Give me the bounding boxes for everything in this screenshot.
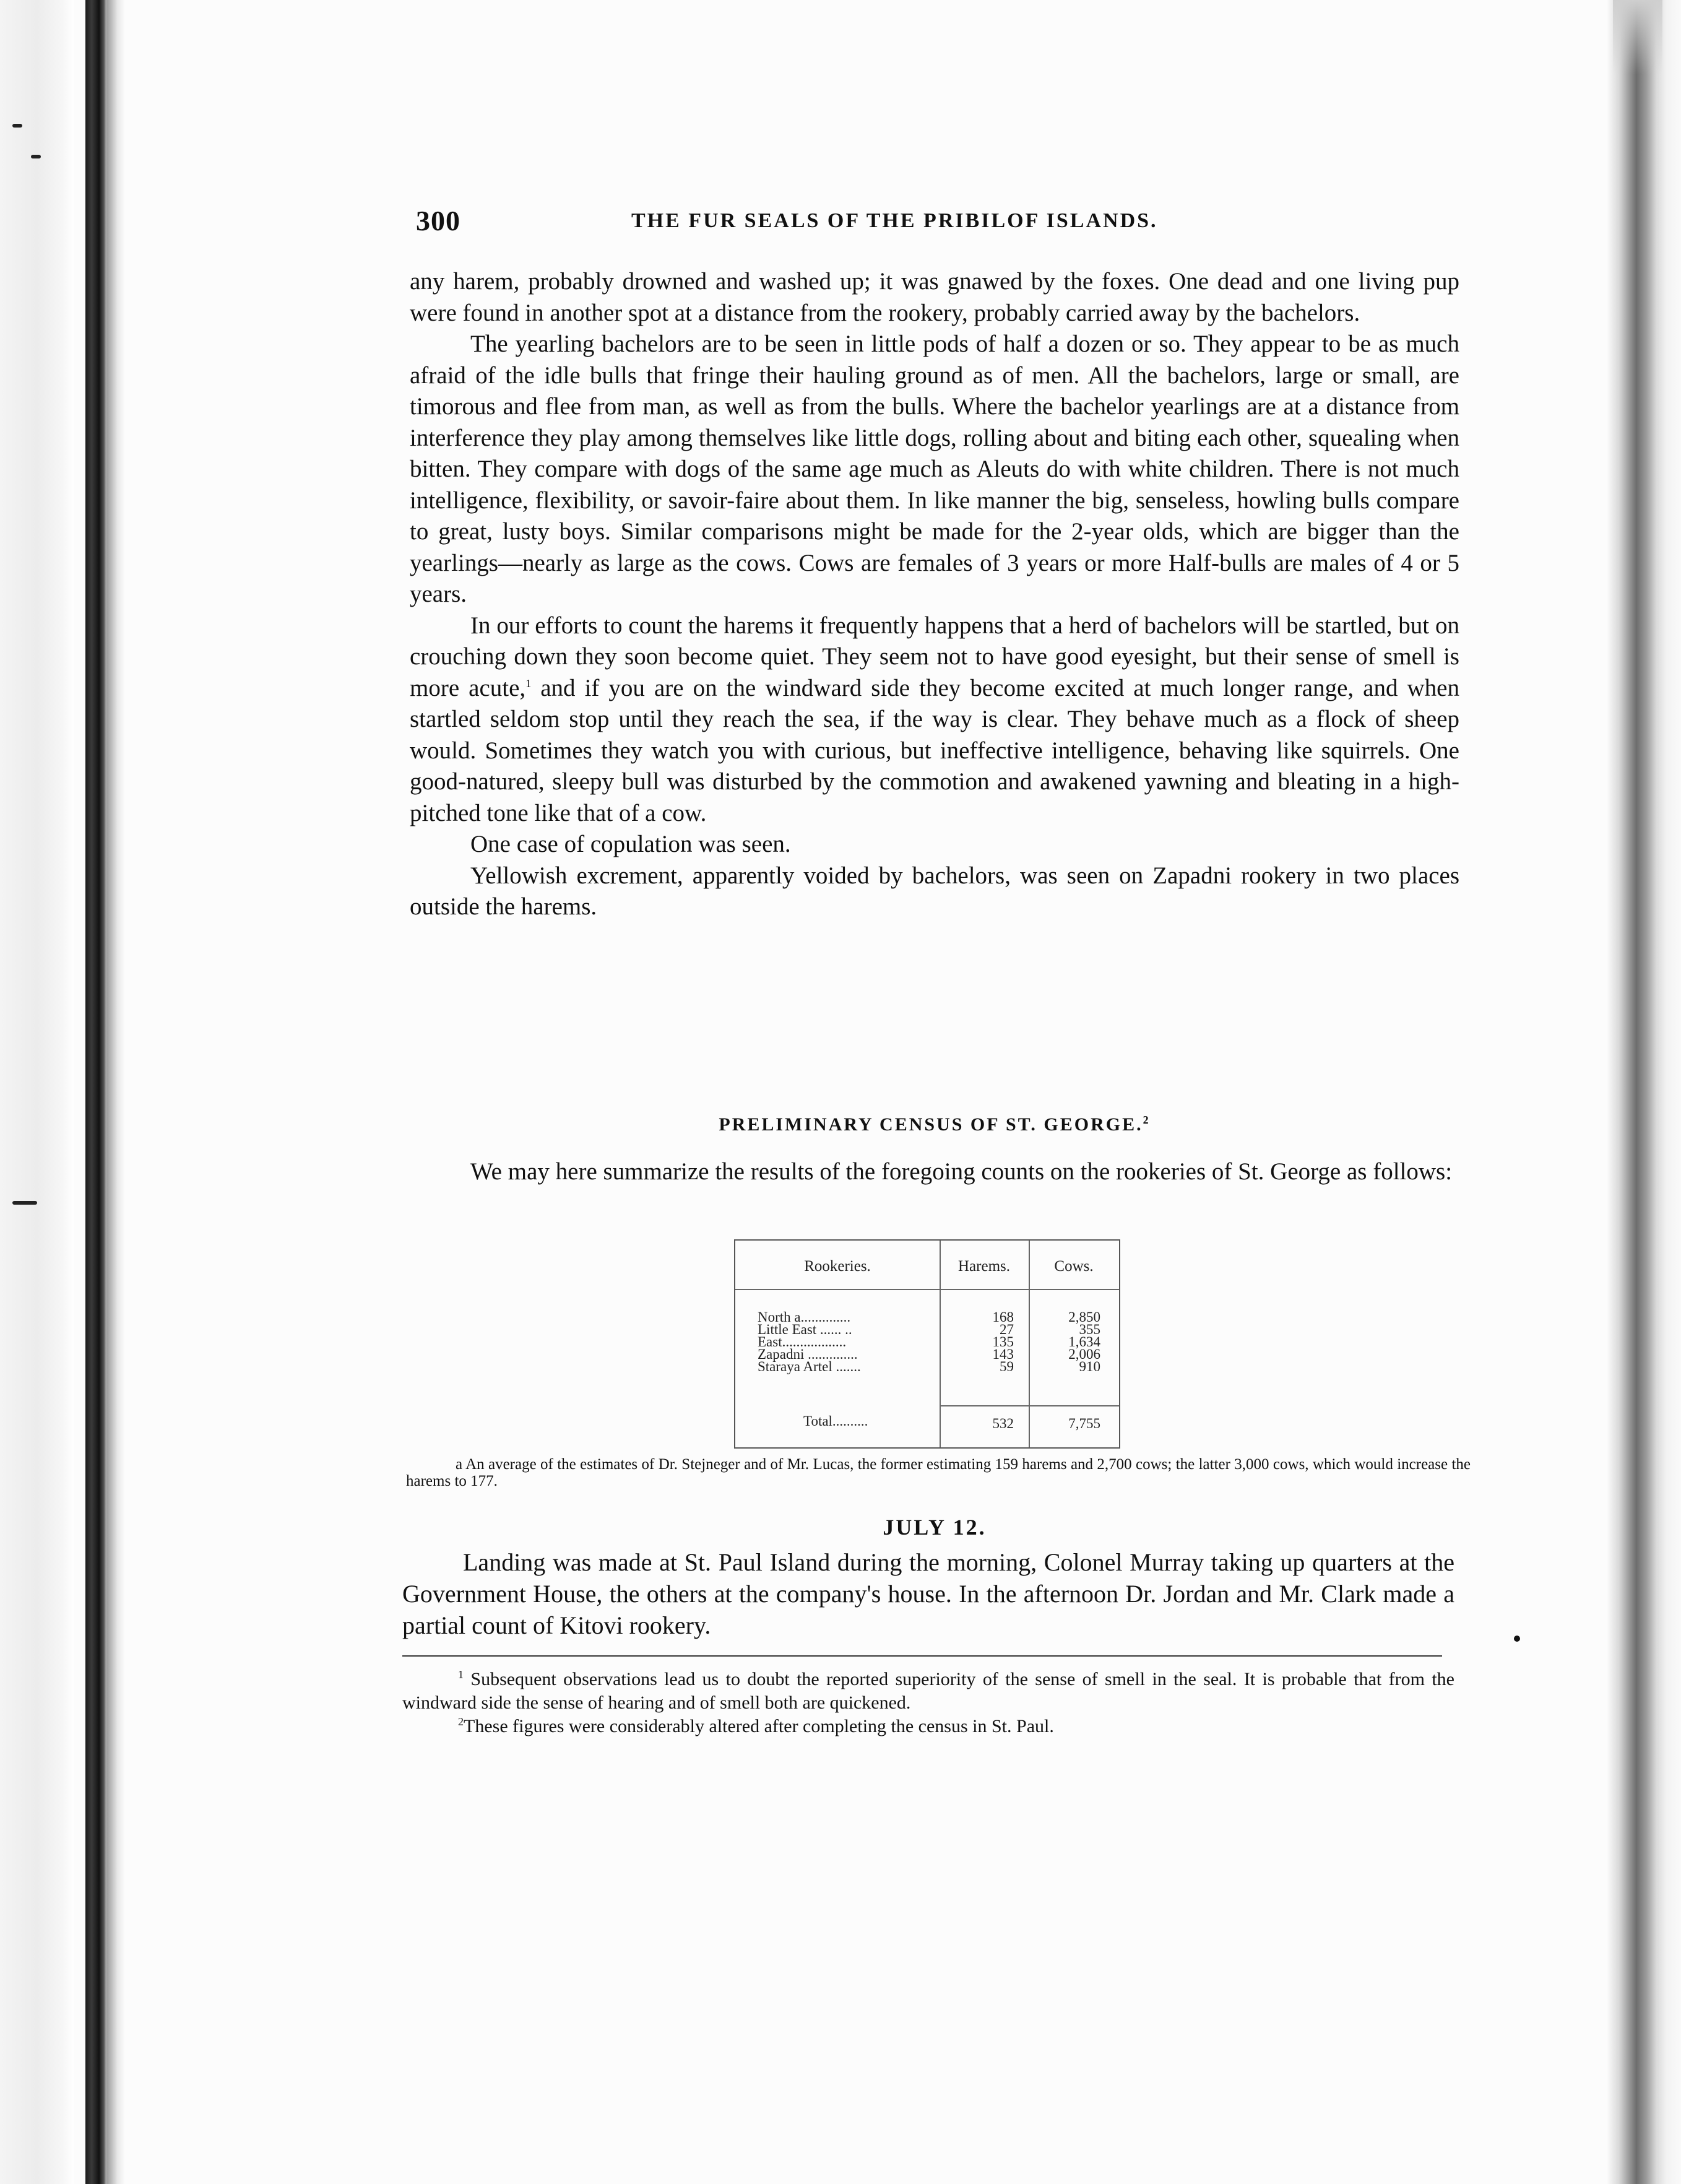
table-cell-harems: 143: [992, 1346, 1014, 1362]
table-total-rule: [940, 1405, 1119, 1406]
footnote-rule: [402, 1655, 1442, 1657]
census-table: [734, 1239, 1120, 1449]
footnotes: [402, 1668, 1454, 1738]
book-spine: [85, 0, 106, 2184]
table-cell-rookery: Little East ...... ..: [758, 1322, 852, 1337]
section-intro: [410, 1156, 1459, 1188]
body-text: [410, 266, 1459, 923]
footnote-reference-2[interactable]: 2: [1143, 1114, 1151, 1126]
paragraph-continued: any harem, probably drowned and washed up; it was gnawed by the foxes. One dead and one living pup were found in another spot at a distance from the rookery, probably carried away by the bachelors.: [410, 268, 1459, 326]
table-header-rookeries: Rookeries.: [804, 1258, 871, 1275]
scan-dot: [1514, 1636, 1520, 1642]
table-cell-harems: 27: [1000, 1322, 1014, 1337]
right-page-edge: [1607, 0, 1681, 2184]
paragraph-excrement: Yellowish excrement, apparently voided by bachelors, was seen on Zapadni rookery in two places outside the harems.: [410, 862, 1459, 920]
landing-section: [402, 1546, 1454, 1641]
paragraph-counting: [410, 610, 1459, 830]
table-cell-cows: 1,634: [1068, 1334, 1100, 1350]
page-number: 300: [416, 205, 460, 236]
section-heading-text: PRELIMINARY CENSUS OF ST. GEORGE.: [719, 1114, 1143, 1135]
paragraph-yearlings: The yearling bachelors are to be seen in little pods of half a dozen or so. They appear to be as much afraid of the idle bulls that fringe their hauling ground as of men. All the bachelors, large or small, are timorous and flee from man, as well as from the bulls. Where the bachelor yearlings are at a distance from interference they play among themselves like little dogs, rolling about and biting each other, squealing when bitten. They compare with dogs of the same age much as Aleuts do with white children. There is not much intelligence, flexibility, or savoir-faire about them. In like manner the big, senseless, howling bulls compare to great, lusty boys. Similar comparisons might be made for the 2-year olds, which are bigger than the yearlings—nearly as large as the cows. Cows are females of 3 years or more Half-bulls are males of 4 or 5 years.: [410, 331, 1459, 607]
section-heading: [410, 1114, 1459, 1135]
table-total-cows: 7,755: [1068, 1416, 1100, 1431]
footnote-2: [402, 1715, 1454, 1738]
date-heading: JULY 12.: [883, 1515, 987, 1540]
table-cell-harems: 135: [992, 1334, 1014, 1350]
footnote-1: [402, 1668, 1454, 1715]
running-title: THE FUR SEALS OF THE PRIBILOF ISLANDS.: [631, 209, 1158, 232]
table-total-harems: 532: [992, 1416, 1014, 1431]
table-header-cows: Cows.: [1054, 1258, 1094, 1275]
paragraph-counting-part2: and if you are on the windward side they become excited at much longer range, and when startled seldom stop until they reach the sea, if the way is clear. They behave much as a flock of sheep would. Sometimes they watch you with curious, but ineffective intelligence, behaving like squirrels. One good-natured, sleepy bull was disturbed by the commotion and awakened yawning and bleating in a high-pitched tone like that of a cow.: [410, 674, 1459, 826]
table-cell-cows: 2,850: [1068, 1309, 1100, 1325]
table-header-harems: Harems.: [958, 1258, 1010, 1275]
paragraph-counting-part1: In our efforts to count the harems it frequently happens that a herd of bachelors will be startled, but on crouching down they soon become quiet. They seem not to have good eyesight, but their sense of smell is more acute,: [410, 612, 1459, 701]
spine-shadow: [106, 0, 125, 2184]
footnote-mark: 1: [458, 1668, 464, 1681]
left-margin-shadow: [0, 0, 74, 2184]
table-cell-rookery: East..................: [758, 1334, 847, 1350]
landing-paragraph: Landing was made at St. Paul Island during the morning, Colonel Murray taking up quarters at the Government House, the others at the company's house. In the afternoon Dr. Jordan and Mr. Clark made a partial count of Kitovi rookery.: [402, 1548, 1454, 1639]
paragraph-copulation: One case of copulation was seen.: [470, 831, 791, 857]
scan-speck: [12, 1201, 37, 1205]
footnote-mark: 2: [458, 1715, 464, 1728]
table-footnote: [406, 1456, 1471, 1489]
footnote-text: Subsequent observations lead us to doubt the reported superiority of the sense of smell in the seal. It is probable that from the windward side the sense of hearing and of smell both are quickened.: [402, 1669, 1455, 1713]
scan-speck: [12, 124, 22, 128]
table-cell-cows: 2,006: [1068, 1346, 1100, 1362]
right-page-edge-top: [1613, 0, 1662, 74]
footnote-text: These figures were considerably altered after completing the census in St. Paul.: [464, 1716, 1054, 1736]
table-cell-rookery: Staraya Artel .......: [758, 1359, 861, 1374]
table-total-label: Total..........: [803, 1413, 868, 1429]
running-head: [416, 204, 1258, 241]
footnote-reference-1[interactable]: 1: [525, 677, 532, 690]
table-cell-harems: 59: [1000, 1359, 1014, 1374]
table-cell-cows: 355: [1079, 1322, 1100, 1337]
table-cell-rookery: North a..............: [758, 1309, 851, 1325]
scan-speck: [31, 155, 41, 158]
table-header-rule: [735, 1289, 1119, 1290]
section-intro-text: We may here summarize the results of the foregoing counts on the rookeries of St. George as follows:: [470, 1158, 1453, 1185]
table-cell-rookery: Zapadni ..............: [758, 1346, 858, 1362]
table-cell-cows: 910: [1079, 1359, 1100, 1374]
table-footnote-text: a An average of the estimates of Dr. Stejneger and of Mr. Lucas, the former estimating 159 harems and 2,700 cows; the latter 3,000 cows, which would increase the harems to 177.: [406, 1456, 1471, 1489]
table-cell-harems: 168: [992, 1309, 1014, 1325]
